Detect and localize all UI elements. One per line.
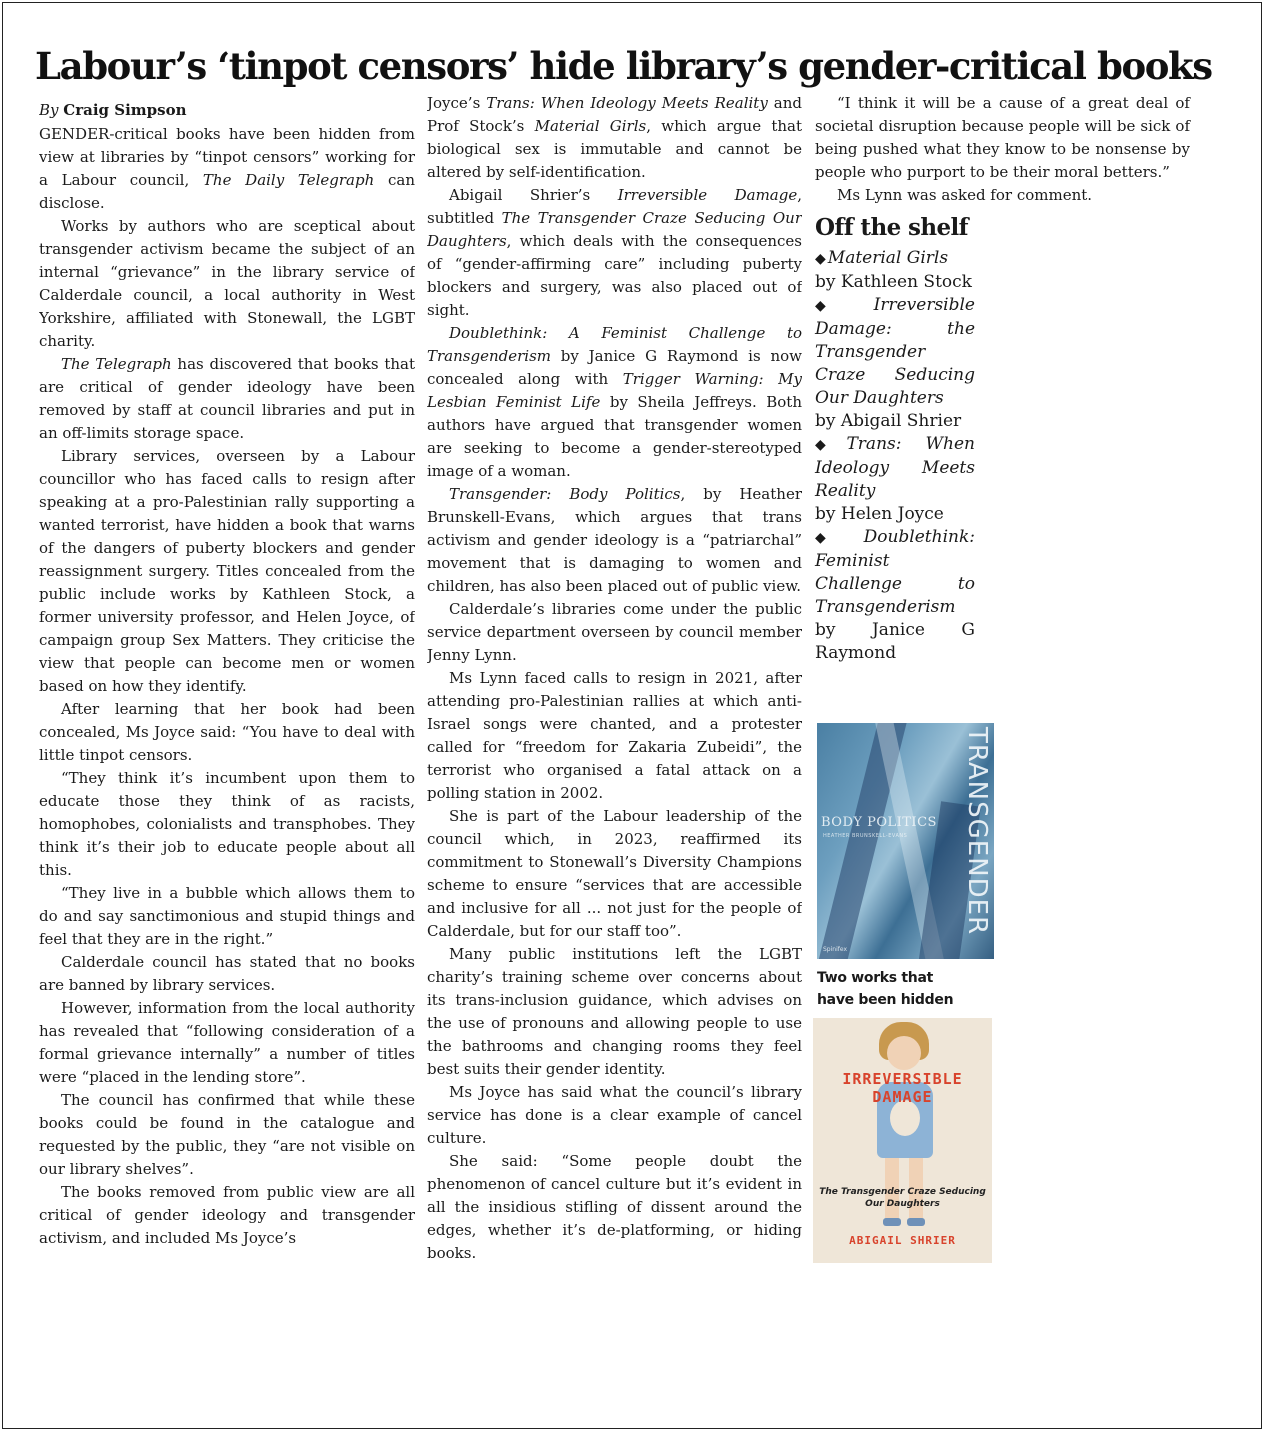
paragraph: Many public institutions left the LGBT charity’s training scheme over concerns about its trans-inclusion guidance, which advises on the use of pronouns and allowing people to use the bathrooms and changing rooms they feel best suits their gender identity.	[427, 945, 802, 1078]
paragraph: Calderdale council has stated that no books are banned by library services.	[39, 953, 415, 994]
paragraph: Joyce’s Trans: When Ideology Meets Reality and Prof Stock’s Material Girls, which argue that biological sex is immutable and cannot be altered by self-identification.	[427, 94, 802, 181]
paragraph: After learning that her book had been concealed, Ms Joyce said: “You have to deal with little tinpot censors.	[39, 700, 415, 764]
cover-vertical-title: TRANSGENDER	[962, 727, 992, 936]
book-cover-transgender-body-politics	[817, 723, 994, 959]
cover-subtitle: The Transgender Craze Seducing Our Daughters	[819, 1187, 986, 1209]
article-column-1	[39, 99, 415, 1417]
off-the-shelf-heading: Off the shelf	[815, 214, 968, 241]
paragraph: Works by authors who are sceptical about transgender activism became the subject of an internal “grievance” in the library service of Calderdale council, a local authority in West Yorkshire, affiliated with Stonewall, the LGBT charity.	[39, 217, 415, 350]
paragraph: “They think it’s incumbent upon them to educate those they think of as racists, homophobes, colonialists and transphobes. They think it’s their job to educate people about all this.	[39, 769, 415, 879]
shelf-item-title: ◆ Doublethink: Feminist Challenge to Transgenderism	[815, 527, 975, 617]
cover-author: ABIGAIL SHRIER	[849, 1234, 956, 1247]
caption-line-1: Two works that	[817, 970, 934, 986]
paragraph: The books removed from public view are all critical of gender ideology and transgender activism, and included Ms Joyce’s	[39, 1183, 415, 1247]
paragraph: Abigail Shrier’s Irreversible Damage, subtitled The Transgender Craze Seducing Our Daughters, which deals with the consequences of “gender-affirming care” including puberty blockers and surgery, was also placed out of sight.	[427, 186, 802, 319]
byline-prefix: By	[39, 101, 59, 119]
paragraph: “I think it will be a cause of a great deal of societal disruption because people will be sick of being pushed what they know to be nonsense by people who purport to be their moral betters.”	[815, 94, 1190, 181]
caption-line-2: have been hidden	[817, 992, 954, 1008]
paragraph: She is part of the Labour leadership of the council which, in 2023, reaffirmed its commitment to Stonewall’s Diversity Champions scheme to ensure “services that are accessible and inclusive for all ... not just for the people of Calderdale, but for our staff too”.	[427, 807, 802, 940]
paragraph: She said: “Some people doubt the phenomenon of cancel culture but it’s evident in all the insidious stifling of dissent around the edges, whether it’s de-platforming, or hiding books.	[427, 1152, 802, 1262]
diamond-bullet-icon: ◆	[815, 437, 845, 453]
diamond-bullet-icon: ◆	[815, 251, 826, 267]
shelf-item-author: by Abigail Shrier	[815, 411, 962, 431]
diamond-bullet-icon: ◆	[815, 530, 862, 546]
diamond-bullet-icon: ◆	[815, 298, 872, 314]
cover-publisher: Spinifex	[823, 946, 848, 953]
column-3-body	[815, 92, 1190, 207]
cover-title-line-1: IRREVERSIBLE	[842, 1070, 963, 1088]
off-the-shelf-list	[815, 247, 1190, 665]
paragraph: GENDER-critical books have been hidden from view at libraries by “tinpot censors” working for a Labour council, The Daily Telegraph can disclose.	[39, 125, 415, 212]
paragraph: Library services, overseen by a Labour councillor who has faced calls to resign after speaking at a pro-Palestinian rally supporting a wanted terrorist, have hidden a book that warns of the dangers of puberty blockers and gender reassignment surgery. Titles concealed from the public include works by Kathleen Stock, a former university professor, and Helen Joyce, of campaign group Sex Matters. They criticise the view that people can become men or women based on how they identify.	[39, 447, 415, 695]
paragraph: Doublethink: A Feminist Challenge to Transgenderism by Janice G Raymond is now concealed along with Trigger Warning: My Lesbian Feminist Life by Sheila Jeffreys. Both authors have argued that transgender women are seeking to become a gender-stereotyped image of a woman.	[427, 324, 802, 480]
shelf-item	[815, 247, 1190, 294]
headline: Labour’s ‘tinpot censors’ hide library’s gender-critical books	[35, 44, 1212, 88]
byline	[39, 99, 415, 122]
shelf-item-title: ◆ Material Girls	[815, 248, 949, 268]
shelf-item-author: by Janice G Raymond	[815, 620, 975, 663]
paragraph: Calderdale’s libraries come under the public service department overseen by council member Jenny Lynn.	[427, 600, 802, 664]
shelf-item-title: ◆ Irreversible Damage: the Transgender Craze Seducing Our Daughters	[815, 295, 975, 408]
paragraph: Transgender: Body Politics, by Heather Brunskell-Evans, which argues that trans activism and gender ideology is a “patriarchal” movement that is damaging to women and children, has also been placed out of public view.	[427, 485, 802, 595]
shelf-item	[815, 526, 1190, 665]
shelf-item-author: by Kathleen Stock	[815, 272, 972, 292]
cover-title: BODY POLITICS	[821, 815, 937, 830]
byline-author: Craig Simpson	[63, 101, 187, 119]
book-cover-irreversible-damage	[813, 1018, 992, 1263]
shelf-item	[815, 294, 1190, 433]
cover-author: HEATHER BRUNSKELL-EVANS	[823, 833, 908, 839]
paragraph: Ms Lynn faced calls to resign in 2021, after attending pro-Palestinian rallies at which anti-Israel songs were chanted, and a protester called for “freedom for Zakaria Zubeidi”, the terrorist who organised a fatal attack on a polling station in 2002.	[427, 669, 802, 802]
image-caption	[817, 967, 997, 1011]
paragraph: The Telegraph has discovered that books that are critical of gender ideology have been removed by staff at council libraries and put in an off-limits storage space.	[39, 355, 415, 442]
article-column-3	[815, 92, 1190, 665]
paragraph: However, information from the local authority has revealed that “following consideration of a formal grievance internally” a number of titles were “placed in the lending store”.	[39, 999, 415, 1086]
paragraph: “They live in a bubble which allows them to do and say sanctimonious and stupid things and feel that they are in the right.”	[39, 884, 415, 948]
cover-title-line-2: DAMAGE	[872, 1088, 933, 1106]
shelf-item-title: ◆ Trans: When Ideology Meets Reality	[815, 434, 975, 501]
article-frame	[2, 2, 1262, 1429]
paragraph: Ms Lynn was asked for comment.	[837, 186, 1093, 204]
paragraph: Ms Joyce has said what the council’s library service has done is a clear example of cancel culture.	[427, 1083, 802, 1147]
shelf-item-author: by Helen Joyce	[815, 504, 944, 524]
paragraph: The council has confirmed that while these books could be found in the catalogue and requested by the public, they “are not visible on our library shelves”.	[39, 1091, 415, 1178]
article-column-2	[427, 92, 802, 1418]
shelf-item	[815, 433, 1190, 526]
